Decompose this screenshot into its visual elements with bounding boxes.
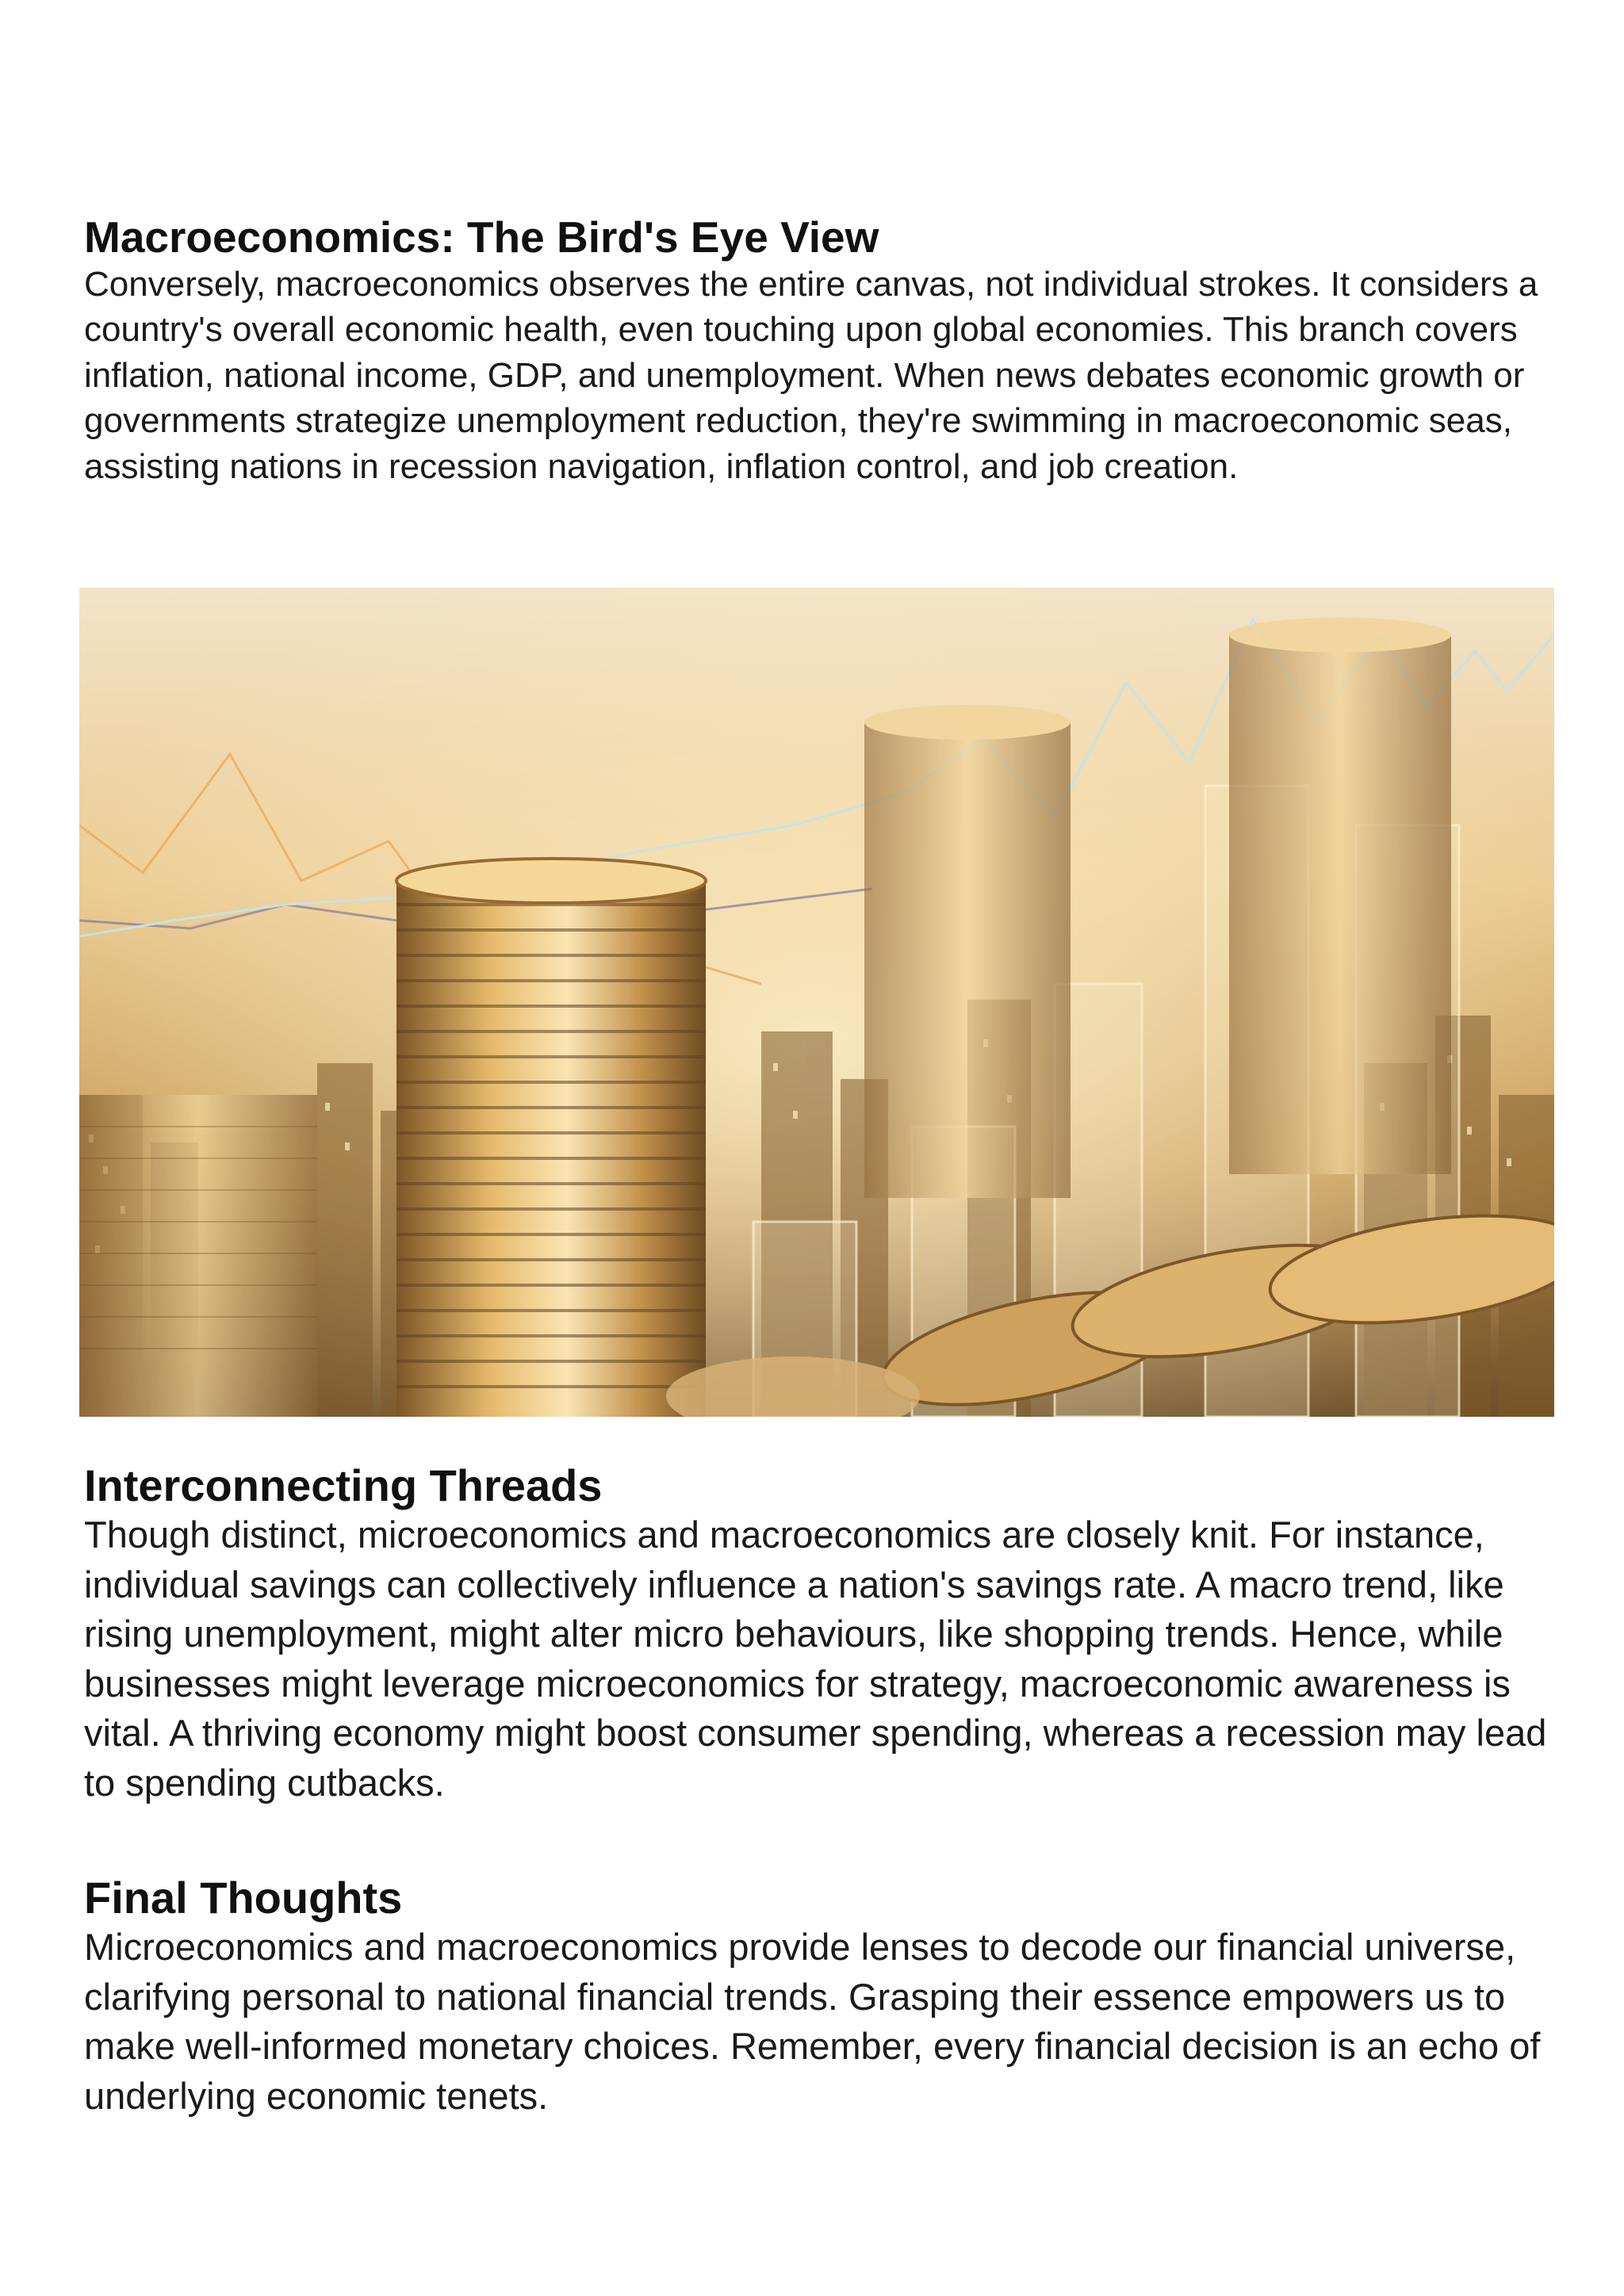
section-heading: Macroeconomics: The Bird's Eye View [84, 212, 879, 262]
section-macroeconomics [84, 212, 1567, 489]
section-heading: Final Thoughts [84, 1873, 403, 1923]
section-paragraph: Microeconomics and macroeconomics provide lenses to decode our financial universe, clarifying personal to national financial trends. Grasping their essence empowers us to make well-informed monetary choices. Remember, every financial decision is an echo of underlying economic tenets. [84, 1926, 1541, 2117]
section-final-thoughts [84, 1873, 1567, 2121]
section-interconnecting-threads [84, 1461, 1567, 1808]
coins-growth-photo [79, 587, 1554, 1417]
section-heading: Interconnecting Threads [84, 1460, 603, 1510]
coins-growth-illustration [79, 587, 1554, 1417]
section-paragraph: Conversely, macroeconomics observes the entire canvas, not individual strokes. It considers a country's overall economic health, even touching upon global economies. This branch covers inflation, national income, GDP, and unemployment. When news debates economic growth or governments strategize unemployment reduction, they're swimming in macroeconomic seas, assisting nations in recession navigation, inflation control, and job creation. [84, 265, 1538, 486]
section-paragraph: Though distinct, microeconomics and macroeconomics are closely knit. For instance, individual savings can collectively influence a nation's savings rate. A macro trend, like rising unemployment, might alter micro behaviours, like shopping trends. Hence, while businesses might leverage microeconomics for strategy, macroeconomic awareness is vital. A thriving economy might boost consumer spending, whereas a recession may lead to spending cutbacks. [84, 1513, 1547, 1804]
